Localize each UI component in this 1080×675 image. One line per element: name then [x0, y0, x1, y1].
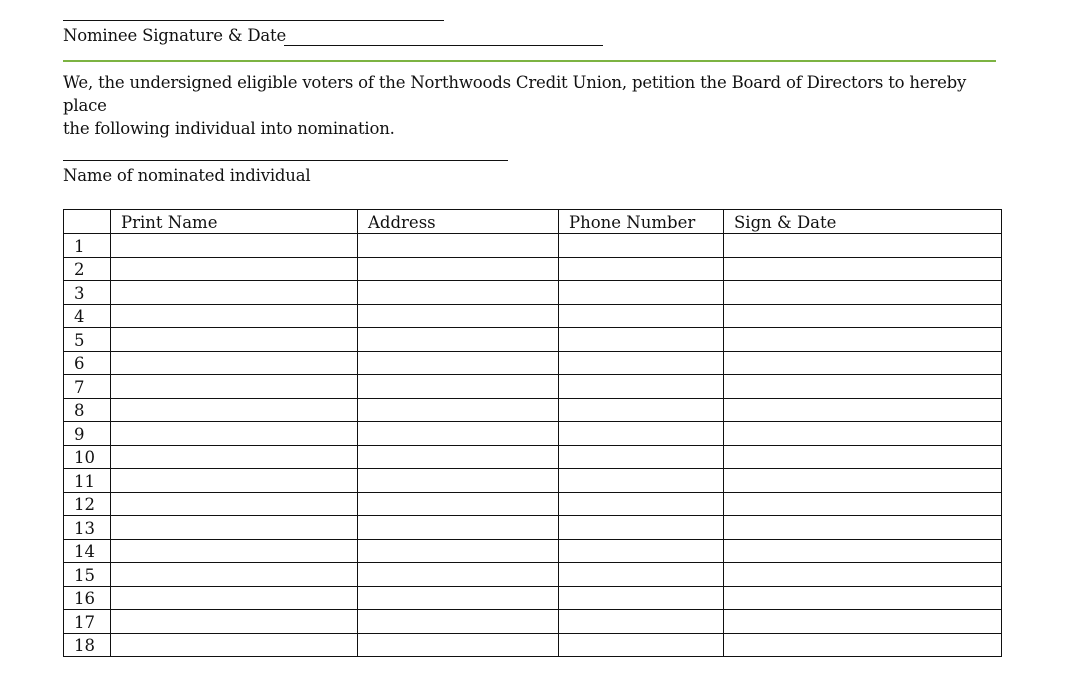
print-name-cell[interactable]	[111, 422, 358, 446]
header-phone-number: Phone Number	[559, 210, 724, 234]
address-cell[interactable]	[358, 445, 559, 469]
top-signature-line	[63, 20, 444, 21]
row-number: 7	[64, 375, 111, 399]
sign-date-cell[interactable]	[724, 234, 1002, 258]
print-name-cell[interactable]	[111, 610, 358, 634]
nominated-individual-field[interactable]	[63, 160, 508, 161]
print-name-cell[interactable]	[111, 257, 358, 281]
petition-line-2: the following individual into nomination.	[63, 119, 395, 138]
table-row	[64, 375, 1002, 399]
table-row	[64, 422, 1002, 446]
sign-date-cell[interactable]	[724, 398, 1002, 422]
header-sign-date: Sign & Date	[724, 210, 1002, 234]
address-cell[interactable]	[358, 422, 559, 446]
petition-statement	[63, 71, 1003, 140]
header-print-name: Print Name	[111, 210, 358, 234]
print-name-cell[interactable]	[111, 516, 358, 540]
row-number: 14	[64, 539, 111, 563]
print-name-cell[interactable]	[111, 539, 358, 563]
address-cell[interactable]	[358, 586, 559, 610]
header-address: Address	[358, 210, 559, 234]
header-number	[64, 210, 111, 234]
address-cell[interactable]	[358, 610, 559, 634]
table-row	[64, 516, 1002, 540]
phone-number-cell[interactable]	[559, 469, 724, 493]
address-cell[interactable]	[358, 492, 559, 516]
print-name-cell[interactable]	[111, 398, 358, 422]
address-cell[interactable]	[358, 281, 559, 305]
phone-number-cell[interactable]	[559, 375, 724, 399]
address-cell[interactable]	[358, 257, 559, 281]
table-row	[64, 633, 1002, 657]
address-cell[interactable]	[358, 304, 559, 328]
sign-date-cell[interactable]	[724, 281, 1002, 305]
phone-number-cell[interactable]	[559, 610, 724, 634]
print-name-cell[interactable]	[111, 375, 358, 399]
sign-date-cell[interactable]	[724, 445, 1002, 469]
phone-number-cell[interactable]	[559, 516, 724, 540]
row-number: 15	[64, 563, 111, 587]
section-divider	[63, 60, 996, 62]
phone-number-cell[interactable]	[559, 586, 724, 610]
sign-date-cell[interactable]	[724, 422, 1002, 446]
phone-number-cell[interactable]	[559, 281, 724, 305]
print-name-cell[interactable]	[111, 234, 358, 258]
print-name-cell[interactable]	[111, 563, 358, 587]
row-number: 2	[64, 257, 111, 281]
print-name-cell[interactable]	[111, 328, 358, 352]
table-row	[64, 328, 1002, 352]
phone-number-cell[interactable]	[559, 257, 724, 281]
table-row	[64, 586, 1002, 610]
table-row	[64, 351, 1002, 375]
address-cell[interactable]	[358, 563, 559, 587]
table-row	[64, 398, 1002, 422]
sign-date-cell[interactable]	[724, 351, 1002, 375]
table-header-row	[64, 210, 1002, 234]
row-number: 5	[64, 328, 111, 352]
sign-date-cell[interactable]	[724, 469, 1002, 493]
address-cell[interactable]	[358, 328, 559, 352]
row-number: 6	[64, 351, 111, 375]
sign-date-cell[interactable]	[724, 610, 1002, 634]
address-cell[interactable]	[358, 516, 559, 540]
nominee-signature-date-field[interactable]	[284, 45, 603, 46]
table-row	[64, 257, 1002, 281]
sign-date-cell[interactable]	[724, 563, 1002, 587]
print-name-cell[interactable]	[111, 469, 358, 493]
row-number: 8	[64, 398, 111, 422]
row-number: 9	[64, 422, 111, 446]
petition-line-1: We, the undersigned eligible voters of the Northwoods Credit Union, petition the Board of Directors to hereby place	[63, 73, 967, 115]
phone-number-cell[interactable]	[559, 398, 724, 422]
table-row	[64, 445, 1002, 469]
print-name-cell[interactable]	[111, 586, 358, 610]
print-name-cell[interactable]	[111, 445, 358, 469]
phone-number-cell[interactable]	[559, 539, 724, 563]
table-row	[64, 492, 1002, 516]
row-number: 4	[64, 304, 111, 328]
phone-number-cell[interactable]	[559, 422, 724, 446]
row-number: 1	[64, 234, 111, 258]
sign-date-cell[interactable]	[724, 492, 1002, 516]
row-number: 3	[64, 281, 111, 305]
sign-date-cell[interactable]	[724, 539, 1002, 563]
sign-date-cell[interactable]	[724, 586, 1002, 610]
phone-number-cell[interactable]	[559, 563, 724, 587]
signature-table	[63, 209, 1002, 657]
sign-date-cell[interactable]	[724, 375, 1002, 399]
print-name-cell[interactable]	[111, 281, 358, 305]
address-cell[interactable]	[358, 469, 559, 493]
phone-number-cell[interactable]	[559, 328, 724, 352]
table-row	[64, 469, 1002, 493]
phone-number-cell[interactable]	[559, 304, 724, 328]
row-number: 16	[64, 586, 111, 610]
sign-date-cell[interactable]	[724, 328, 1002, 352]
phone-number-cell[interactable]	[559, 633, 724, 657]
address-cell[interactable]	[358, 375, 559, 399]
row-number: 17	[64, 610, 111, 634]
table-row	[64, 281, 1002, 305]
row-number: 10	[64, 445, 111, 469]
print-name-cell[interactable]	[111, 304, 358, 328]
phone-number-cell[interactable]	[559, 234, 724, 258]
table-row	[64, 539, 1002, 563]
phone-number-cell[interactable]	[559, 351, 724, 375]
row-number: 12	[64, 492, 111, 516]
address-cell[interactable]	[358, 398, 559, 422]
table-row	[64, 234, 1002, 258]
row-number: 13	[64, 516, 111, 540]
table-row	[64, 610, 1002, 634]
sign-date-cell[interactable]	[724, 516, 1002, 540]
table-row	[64, 304, 1002, 328]
print-name-cell[interactable]	[111, 492, 358, 516]
address-cell[interactable]	[358, 539, 559, 563]
row-number: 18	[64, 633, 111, 657]
print-name-cell[interactable]	[111, 633, 358, 657]
nominee-signature-label: Nominee Signature & Date	[63, 26, 287, 45]
sign-date-cell[interactable]	[724, 633, 1002, 657]
table-body	[64, 234, 1002, 657]
phone-number-cell[interactable]	[559, 445, 724, 469]
sign-date-cell[interactable]	[724, 304, 1002, 328]
address-cell[interactable]	[358, 633, 559, 657]
sign-date-cell[interactable]	[724, 257, 1002, 281]
print-name-cell[interactable]	[111, 351, 358, 375]
row-number: 11	[64, 469, 111, 493]
nominated-individual-label: Name of nominated individual	[63, 166, 311, 185]
table-row	[64, 563, 1002, 587]
phone-number-cell[interactable]	[559, 492, 724, 516]
address-cell[interactable]	[358, 234, 559, 258]
address-cell[interactable]	[358, 351, 559, 375]
